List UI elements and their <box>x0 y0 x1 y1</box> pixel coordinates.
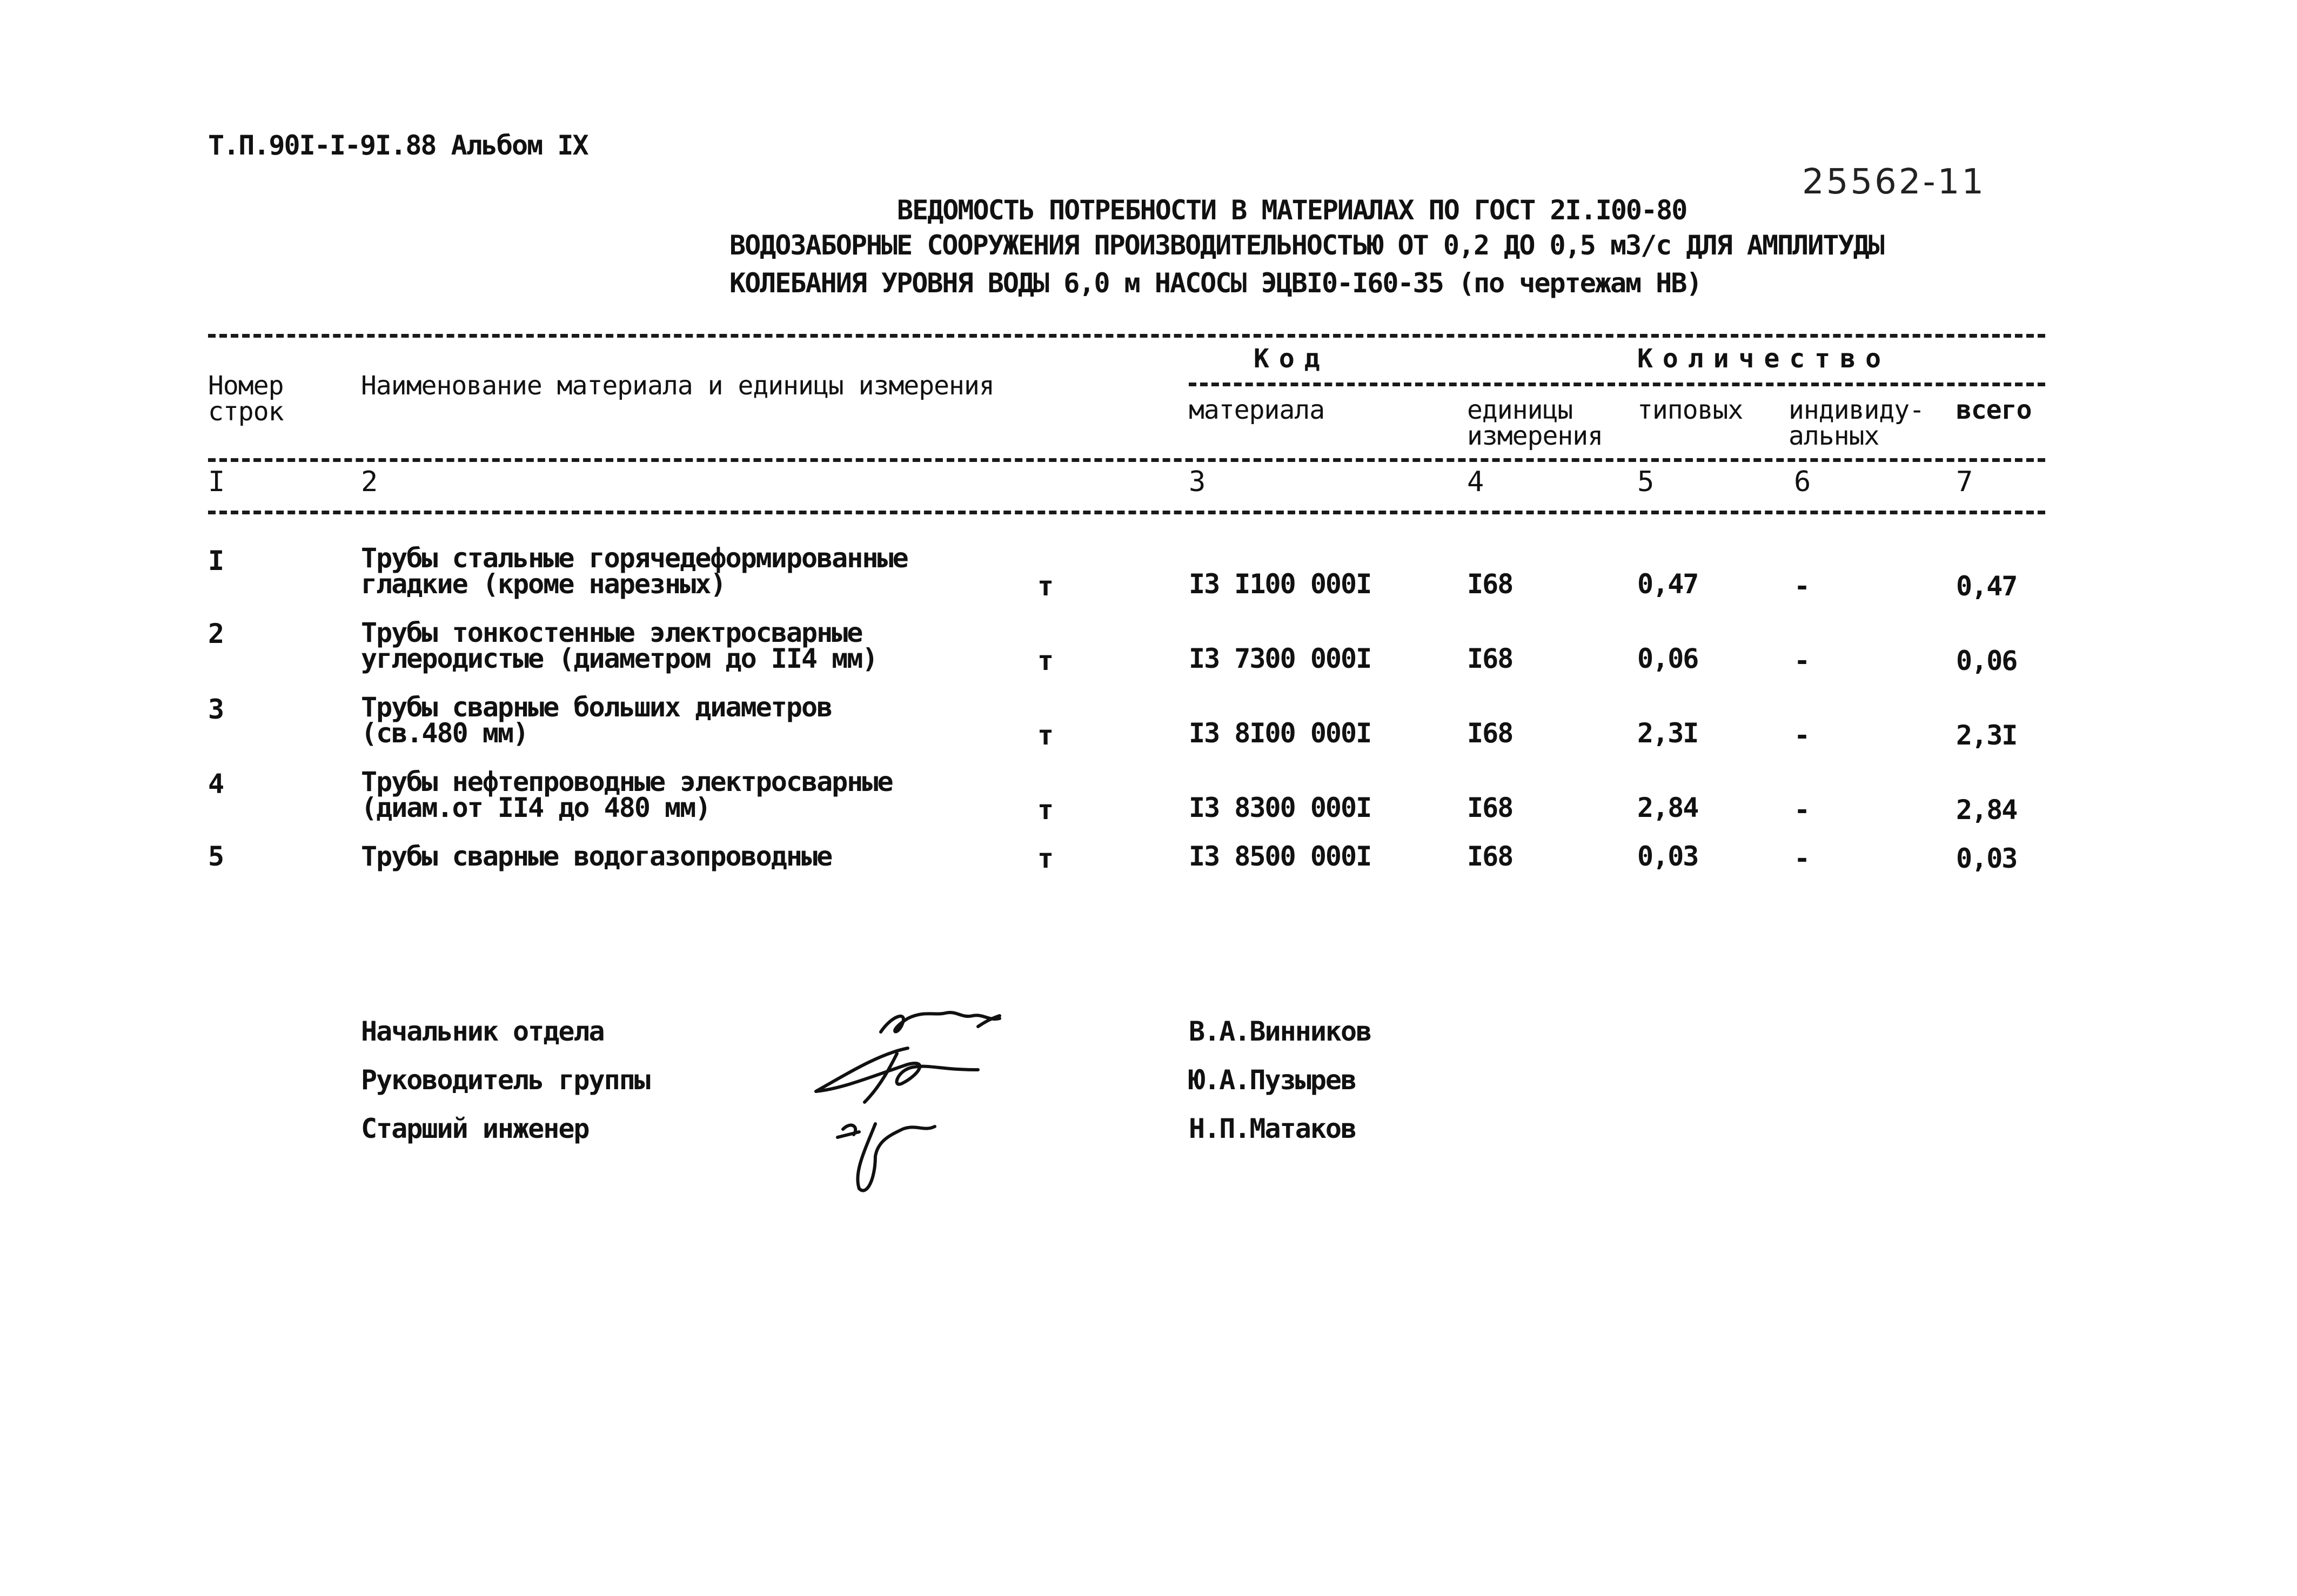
header-qty-typical: типовых <box>1637 395 1743 425</box>
row-name-line-2: гладкие (кроме нарезных) <box>361 568 726 600</box>
header-row-no-line-2: строк <box>208 397 284 427</box>
column-number-6: 6 <box>1794 466 1811 498</box>
row-unit-code: I68 <box>1467 841 1513 872</box>
row-material-code: I3 8500 000I <box>1189 841 1371 872</box>
row-number: 4 <box>208 768 224 800</box>
header-code-unit-line-2: измерения <box>1467 421 1603 451</box>
row-name-line-2: углеродистые (диаметром до II4 мм) <box>361 643 878 674</box>
row-total: 0,47 <box>1956 571 2017 602</box>
signature-name-2: Ю.А.Пузырев <box>1189 1064 1356 1096</box>
row-total: 2,84 <box>1956 794 2017 826</box>
row-total: 0,03 <box>1956 843 2017 874</box>
row-total: 2,3I <box>1956 720 2017 751</box>
column-number-2: 2 <box>361 466 378 498</box>
header-bottom-rule <box>208 458 2045 462</box>
handwritten-signatures <box>800 994 1102 1210</box>
row-individual: - <box>1794 794 1810 826</box>
row-individual: - <box>1794 720 1810 751</box>
signature-scribble-2 <box>816 1048 978 1102</box>
row-material-code: I3 7300 000I <box>1189 643 1371 674</box>
row-name-line-2: (св.480 мм) <box>361 717 528 749</box>
row-material-code: I3 I100 000I <box>1189 568 1371 600</box>
column-number-1: I <box>208 466 225 498</box>
header-qty-individual-line-1: индивиду- <box>1789 395 1925 425</box>
row-name-line-2: (диам.от II4 до 480 мм) <box>361 792 711 823</box>
row-unit-code: I68 <box>1467 792 1513 823</box>
row-number: 5 <box>208 841 224 872</box>
header-code-group: Код <box>1254 344 1330 374</box>
signature-role-3: Старший инженер <box>361 1113 589 1144</box>
column-number-4: 4 <box>1467 466 1484 498</box>
header-code-unit-line-1: единицы <box>1467 395 1573 425</box>
signature-scribble-3 <box>838 1124 935 1191</box>
header-name: Наименование материала и единицы измерения <box>361 371 994 401</box>
sheet-number: 25562-11 <box>1802 162 1986 202</box>
signature-name-1: В.А.Винников <box>1189 1016 1371 1047</box>
title-line-1: ВЕДОМОСТЬ ПОТРЕБНОСТИ В МАТЕРИАЛАХ ПО ГОСТ 2I.I00-80 <box>897 195 1687 226</box>
row-unit-code: I68 <box>1467 643 1513 674</box>
row-typical: 0,47 <box>1637 568 1698 600</box>
row-total: 0,06 <box>1956 645 2017 676</box>
row-individual: - <box>1794 645 1810 676</box>
row-name-line-1: Трубы нефтепроводные электросварные <box>361 766 893 797</box>
code-group-rule <box>1189 383 2045 386</box>
row-number: 2 <box>208 618 224 649</box>
row-material-code: I3 8300 000I <box>1189 792 1371 823</box>
row-unit: т <box>1037 720 1053 751</box>
document-code: Т.П.90I-I-9I.88 Альбом IX <box>208 130 588 161</box>
row-individual: - <box>1794 571 1810 602</box>
column-numbers-rule <box>208 511 2045 514</box>
row-unit-code: I68 <box>1467 568 1513 600</box>
row-unit-code: I68 <box>1467 717 1513 749</box>
row-typical: 0,03 <box>1637 841 1698 872</box>
title-line-2: ВОДОЗАБОРНЫЕ СООРУЖЕНИЯ ПРОИЗВОДИТЕЛЬНОСТЬЮ ОТ 0,2 ДО 0,5 м3/с ДЛЯ АМПЛИТУДЫ <box>729 230 1884 261</box>
header-qty-total: всего <box>1956 395 2032 425</box>
signature-name-3: Н.П.Матаков <box>1189 1113 1356 1144</box>
header-row-no-line-1: Номер <box>208 371 284 401</box>
signature-role-2: Руководитель группы <box>361 1064 649 1096</box>
row-unit: т <box>1037 571 1053 602</box>
header-row-no <box>208 373 284 425</box>
column-number-3: 3 <box>1189 466 1206 498</box>
header-qty-individual-line-2: альных <box>1789 421 1879 451</box>
row-unit: т <box>1037 645 1053 676</box>
signature-scribble-1 <box>881 1012 1000 1032</box>
column-number-5: 5 <box>1637 466 1655 498</box>
title-line-3: КОЛЕБАНИЯ УРОВНЯ ВОДЫ 6,0 м НАСОСЫ ЭЦВI0-I60-35 (по чертежам НВ) <box>729 267 1702 299</box>
row-name-line-1: Трубы сварные больших диаметров <box>361 692 832 723</box>
row-material-code: I3 8I00 000I <box>1189 717 1371 749</box>
row-number: 3 <box>208 694 224 725</box>
column-number-7: 7 <box>1956 466 1973 498</box>
signature-role-1: Начальник отдела <box>361 1016 604 1047</box>
row-name-line-1: Трубы тонкостенные электросварные <box>361 617 862 648</box>
header-qty-individual <box>1789 397 1924 449</box>
row-typical: 2,3I <box>1637 717 1698 749</box>
row-name-line-1: Трубы стальные горячедеформированные <box>361 542 908 574</box>
header-qty-group: Количество <box>1637 344 1891 374</box>
table-top-rule <box>208 334 2045 338</box>
row-individual: - <box>1794 843 1810 874</box>
header-code-unit <box>1467 397 1603 449</box>
row-unit: т <box>1037 843 1053 874</box>
row-name-line-1: Трубы сварные водогазопроводные <box>361 841 832 872</box>
row-typical: 2,84 <box>1637 792 1698 823</box>
row-typical: 0,06 <box>1637 643 1698 674</box>
header-code-material: материала <box>1189 395 1325 425</box>
row-number: I <box>208 545 224 576</box>
row-unit: т <box>1037 794 1053 826</box>
